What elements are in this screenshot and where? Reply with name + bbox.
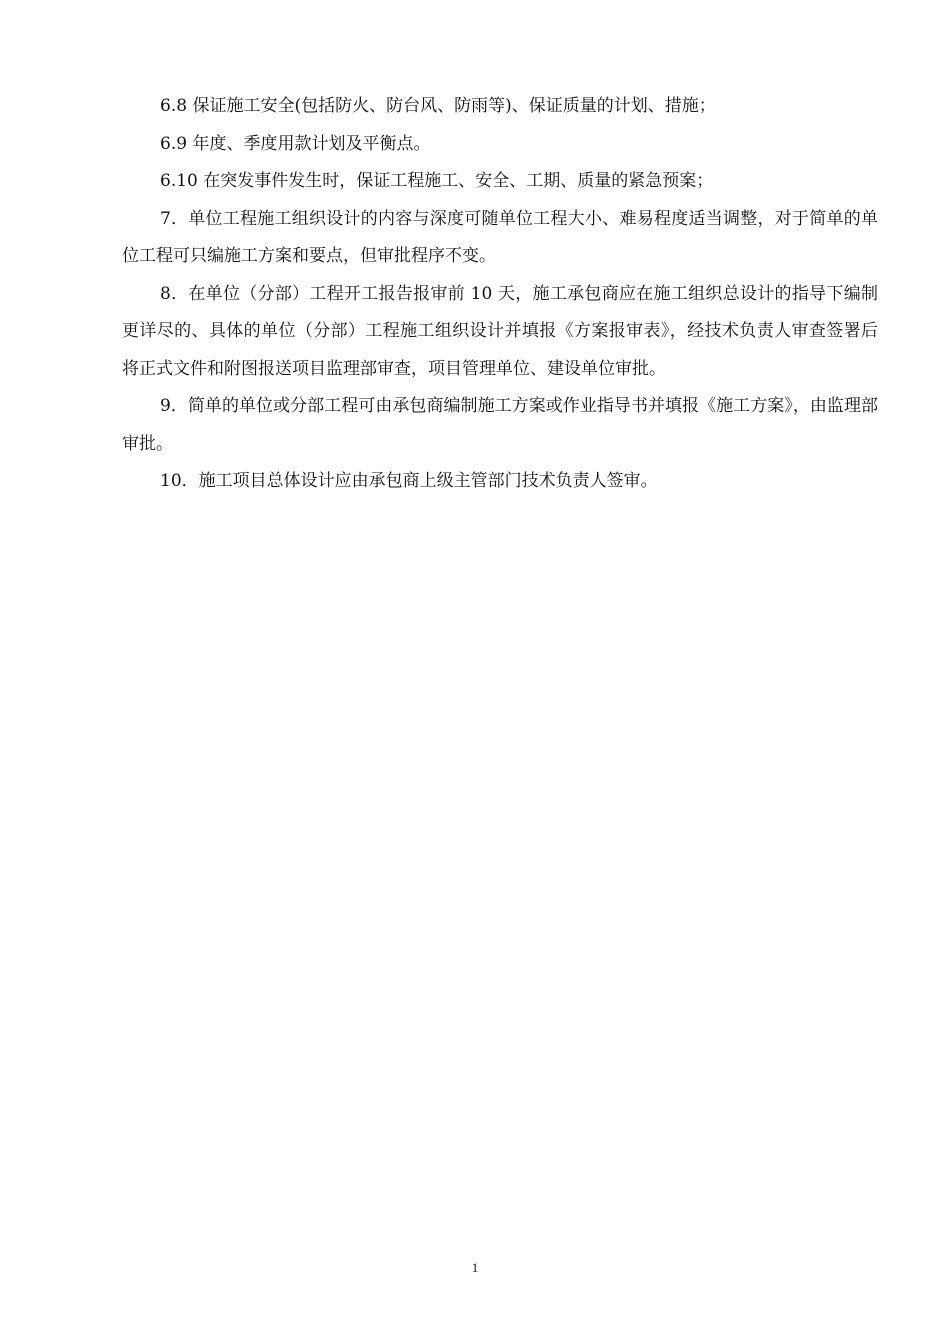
paragraph-6-10: 6.10 在突发事件发生时，保证工程施工、安全、工期、质量的紧急预案；	[160, 171, 714, 191]
paragraph-6-9: 6.9 年度、季度用款计划及平衡点。	[160, 133, 431, 154]
paragraph-9: 9．简单的单位或分部工程可由承包商编制施工方案或作业指导书并填报《施工方案》，由监理部审批。	[122, 396, 878, 454]
paragraph-6-8: 6.8 保证施工安全(包括防火、防台风、防雨等)、保证质量的计划、措施；	[160, 96, 716, 116]
paragraph-10: 10．施工项目总体设计应由承包商上级主管部门技术负责人签审。	[160, 471, 658, 491]
paragraph-7: 7．单位工程施工组织设计的内容与深度可随单位工程大小、难易程度适当调整，对于简单的单位工程可只编施工方案和要点，但审批程序不变。	[122, 208, 878, 266]
page-number: 1	[471, 1260, 479, 1275]
document-body	[122, 88, 878, 501]
paragraph-8: 8．在单位（分部）工程开工报告报审前 10 天，施工承包商应在施工组织总设计的指导下编制更详尽的、具体的单位（分部）工程施工组织设计并填报《方案报审表》，经技术负责人审查签署后将正式文件和附图报送项目监理部审查，项目管理单位、建设单位审批。	[122, 283, 878, 379]
